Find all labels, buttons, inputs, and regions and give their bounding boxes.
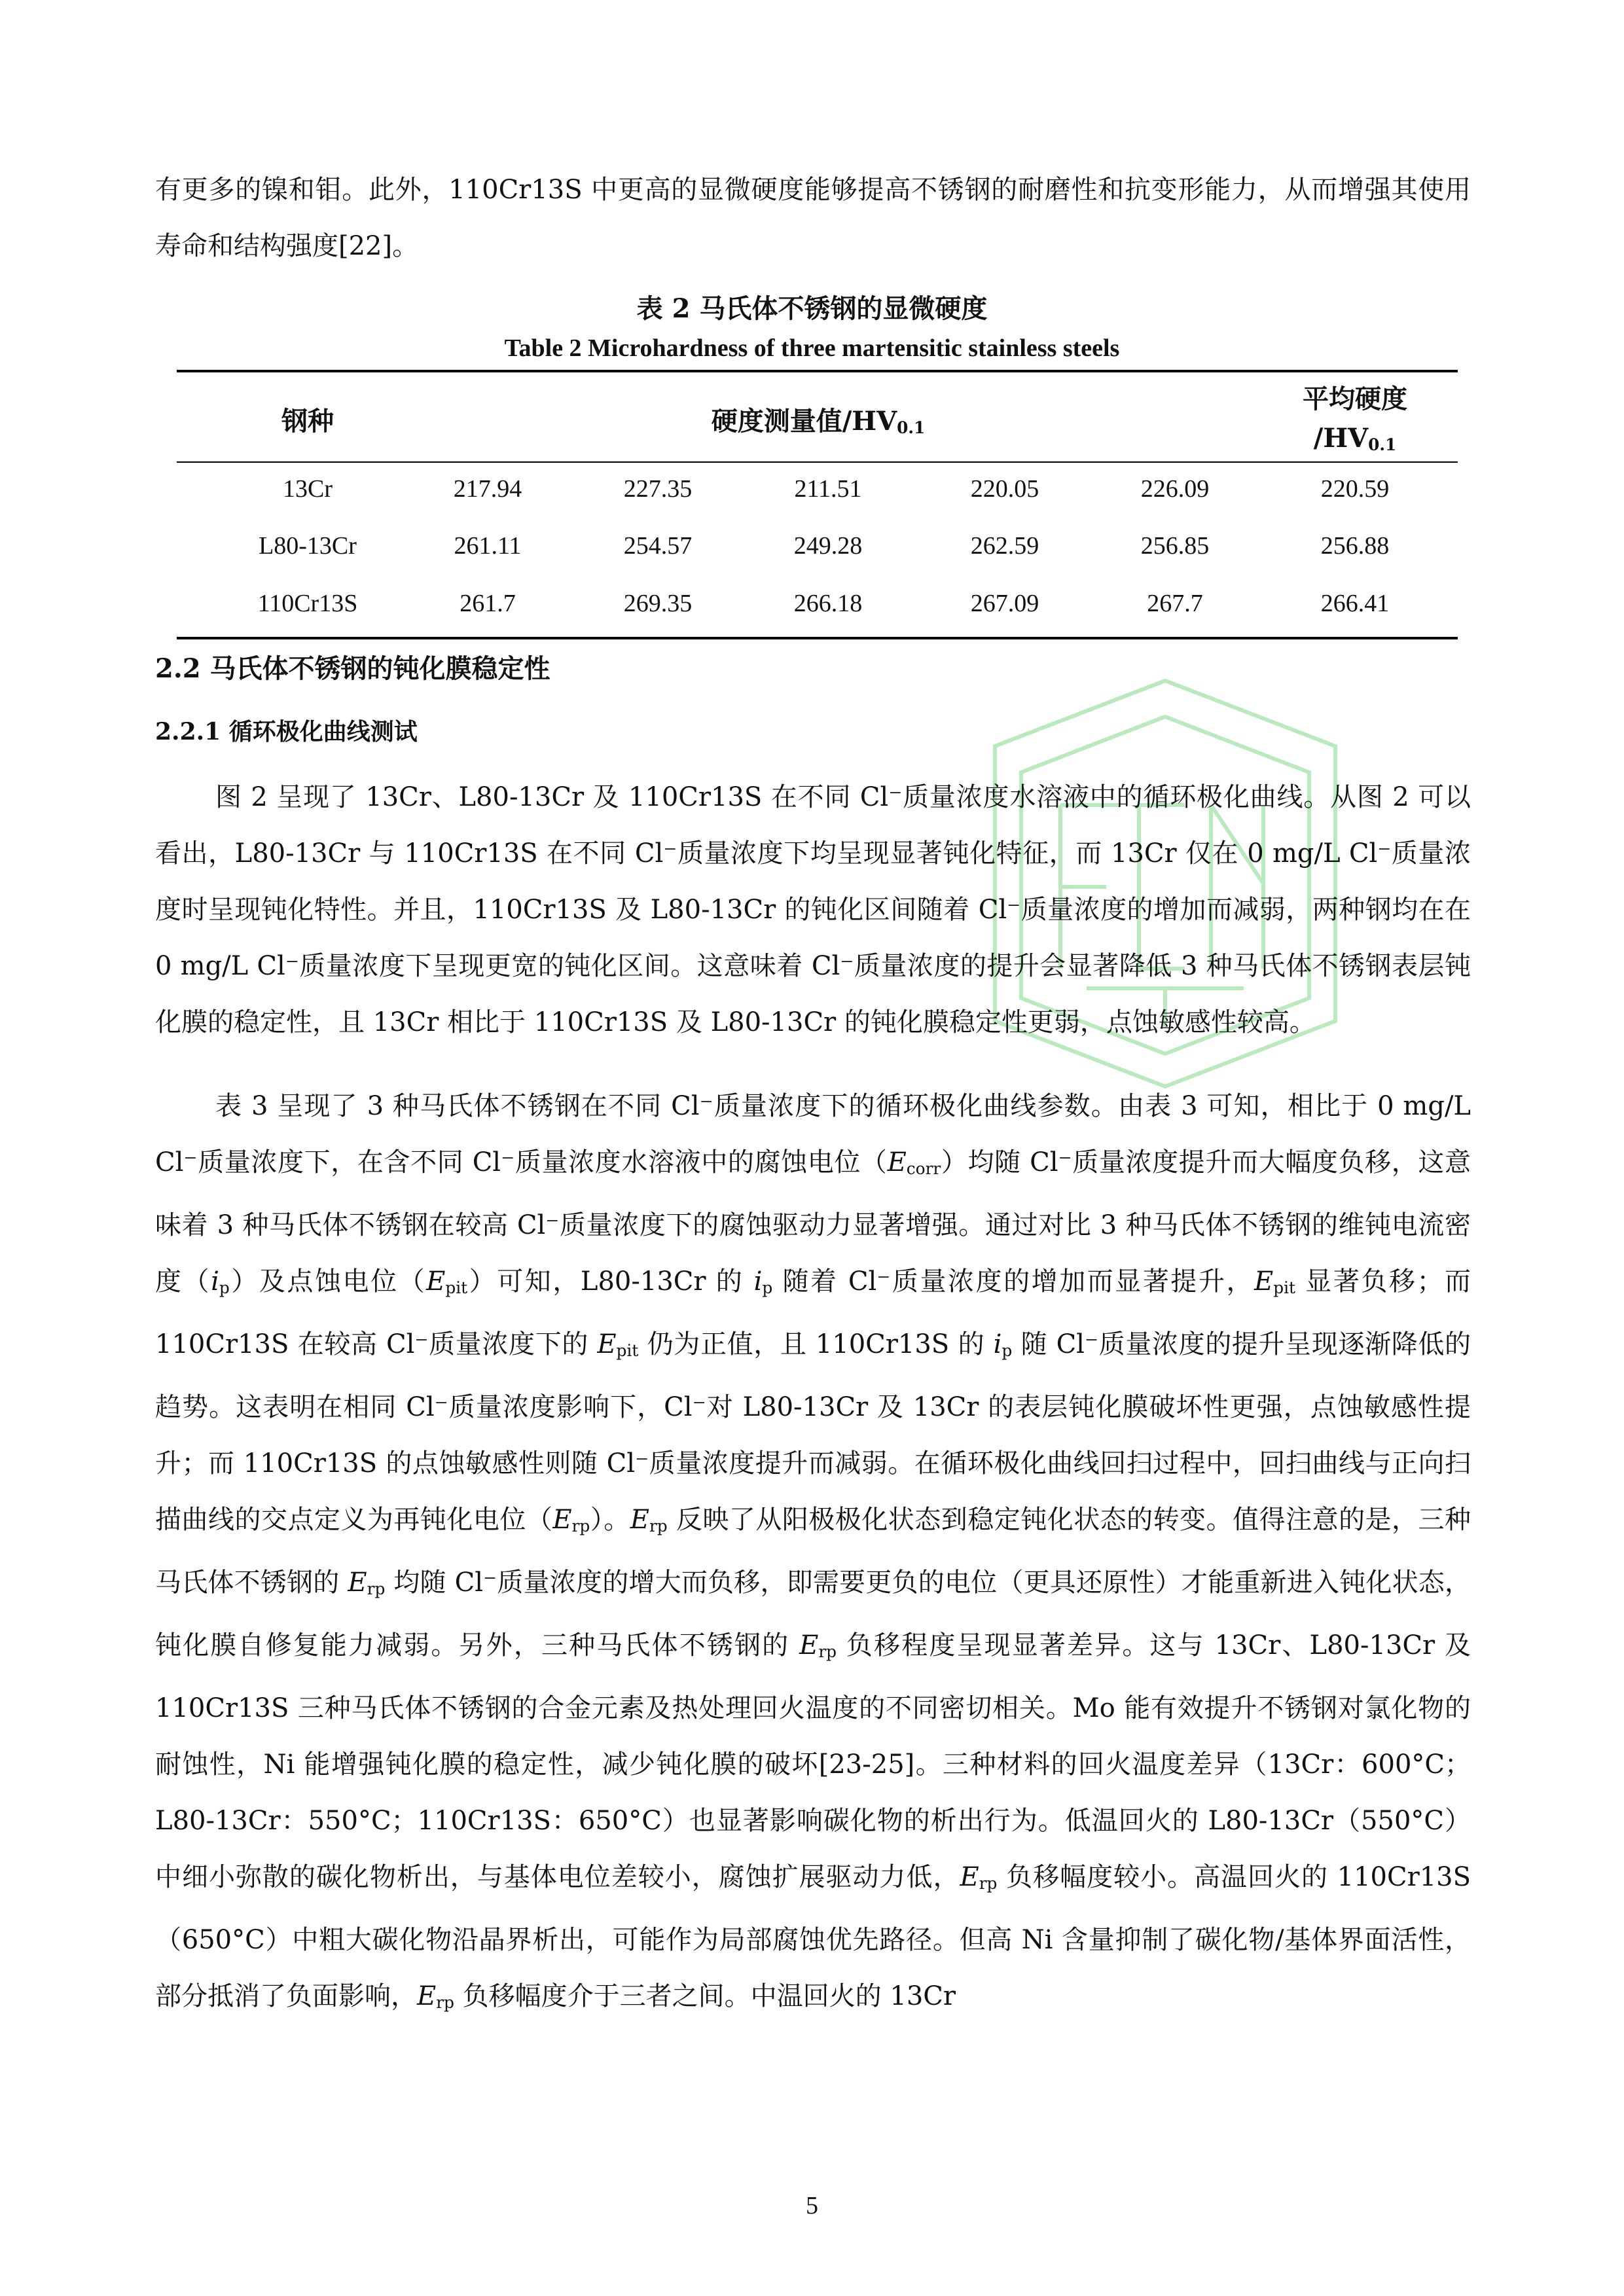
p2-text: ）及点蚀电位（ — [229, 1266, 427, 1297]
e-sub: corr — [906, 1158, 941, 1178]
table-cell-value: 269.35 — [623, 590, 693, 617]
i-sub: p — [762, 1278, 773, 1297]
e-symbol: E — [630, 1504, 649, 1535]
i-symbol: i — [211, 1266, 219, 1297]
header-hardness-measurements — [655, 401, 982, 438]
table-cell-average: 256.88 — [1320, 532, 1390, 560]
table-cell-value: 266.18 — [793, 590, 863, 617]
table-cell-value: 261.7 — [460, 590, 516, 617]
table-caption-cn: 表 2 马氏体不锈钢的显微硬度 — [636, 293, 988, 324]
table-cell-steel: L80-13Cr — [259, 532, 357, 560]
p2-text: 表 3 呈现了 3 种马氏体不锈钢在不同 Cl⁻质量浓度下的循环极化曲线参数。由表 3 可知，相比于 0 mg/L Cl⁻质量浓度下，在含不同 Cl⁻质量浓度水溶液中的腐蚀电位（ — [155, 1091, 1471, 1177]
page-number: 5 — [806, 2192, 818, 2219]
i-symbol: i — [993, 1329, 1002, 1359]
header-measure-sub: 0.1 — [897, 418, 926, 437]
p2-text: 负移程度呈现显著差异。这与 13Cr、L80-13Cr 及 110Cr13S 三种马氏体不锈钢的合金元素及热处理回火温度的不同密切相关。Mo 能有效提升不锈钢对氯化物的耐蚀性，Ni 能增强钝化膜的稳定性，减少钝化膜的破坏[23-25]。三种材料的回火温度差异（13Cr：600°C；L80-13Cr：550°C；110Cr13S：650°C）也显著影响碳化物的析出行为。低温回火的 L80-13Cr（550°C）中细小弥散的碳化物析出，与基体电位差较小，腐蚀扩展驱动力低， — [155, 1630, 1471, 1892]
table-header-rule — [177, 461, 1458, 463]
table-bottom-rule — [177, 637, 1458, 639]
table-cell-value: 254.57 — [623, 532, 693, 560]
table-cell-steel: 110Cr13S — [257, 590, 358, 617]
header-avg-label: /HV — [1313, 423, 1369, 454]
intro-paragraph — [155, 162, 1471, 274]
paragraph-2 — [155, 1078, 1471, 2031]
table-cell-value: 267.7 — [1147, 590, 1203, 617]
e-symbol: E — [1254, 1266, 1274, 1297]
header-avg-sub: 0.1 — [1368, 435, 1397, 454]
p2-text: ）可知，L80-13Cr 的 — [467, 1266, 754, 1297]
header-average-line2 — [1270, 423, 1440, 454]
paragraph-1-text: 图 2 呈现了 13Cr、L80-13Cr 及 110Cr13S 在不同 Cl⁻质量浓度水溶液中的循环极化曲线。从图 2 可以看出，L80-13Cr 与 110Cr13S 在不同 Cl⁻质量浓度下均呈现显著钝化特征，而 13Cr 仅在 0 mg/L Cl⁻质量浓度时呈现钝化特性。并且，110Cr13S 及 L80-13Cr 的钝化区间随着 Cl⁻质量浓度的增加而减弱，两种钢均在在 0 mg/L Cl⁻质量浓度下呈现更宽的钝化区间。这意味着 Cl⁻质量浓度的提升会显著降低 3 种马氏体不锈钢表层钝化膜的稳定性，且 13Cr 相比于 110Cr13S 及 L80-13Cr 的钝化膜稳定性更弱，点蚀敏感性较高。 — [155, 782, 1471, 1037]
e-symbol: E — [348, 1567, 367, 1598]
table-cell-value: 217.94 — [453, 475, 522, 503]
e-sub: rp — [436, 1992, 454, 2012]
i-symbol: i — [753, 1266, 763, 1297]
subsection-heading: 2.2.1 循环极化曲线测试 — [155, 718, 418, 745]
e-sub: rp — [818, 1641, 837, 1661]
p2-text: ）均随 Cl⁻质量浓度提升而大幅度负移，这意味着 3 种马氏体不锈钢在较高 Cl⁻质量浓度下的腐蚀驱动力显著增强。通过对比 3 种马氏体不锈钢的维钝电流密度（ — [155, 1147, 1471, 1297]
e-symbol: E — [552, 1504, 572, 1535]
table-cell-steel: 13Cr — [283, 475, 333, 503]
table-cell-average: 220.59 — [1320, 475, 1390, 503]
table-cell-value: 267.09 — [970, 590, 1039, 617]
section-heading: 2.2 马氏体不锈钢的钝化膜稳定性 — [155, 653, 550, 684]
p2-text: 仍为正值，且 110Cr13S 的 — [638, 1329, 994, 1359]
e-symbol: E — [960, 1861, 979, 1892]
p2-text: 随 Cl⁻质量浓度的提升呈现逐渐降低的趋势。这表明在相同 Cl⁻质量浓度影响下，Cl⁻对 L80-13Cr 及 13Cr 的表层钝化膜破坏性更强，点蚀敏感性提升；而 110Cr13S 的点蚀敏感性则随 Cl⁻质量浓度提升而减弱。在循环极化曲线回扫过程中，回扫曲线与正向扫描曲线的交点定义为再钝化电位（ — [155, 1329, 1471, 1535]
p2-text: 负移幅度介于三者之间。中温回火的 13Cr — [454, 1981, 956, 2011]
p2-text: 反映了从阳极极化状态到稳定钝化状态的转变。值得注意的是，三种马氏体不锈钢的 — [155, 1504, 1471, 1598]
table-caption-en: Table 2 Microhardness of three martensitic stainless steels — [504, 334, 1120, 362]
table-cell-value: 220.05 — [970, 475, 1039, 503]
table-cell-value: 227.35 — [623, 475, 693, 503]
e-symbol: E — [417, 1981, 437, 2011]
e-symbol: E — [426, 1266, 446, 1297]
e-symbol: E — [887, 1147, 907, 1177]
e-sub: pit — [1273, 1278, 1296, 1297]
p2-text: ）。 — [590, 1504, 630, 1535]
i-sub: p — [1001, 1340, 1013, 1360]
table-cell-average: 266.41 — [1320, 590, 1390, 617]
e-sub: pit — [445, 1278, 468, 1297]
table-cell-value: 261.11 — [454, 532, 522, 560]
p2-text: 均随 Cl⁻质量浓度的增大而负移，即需要更负的电位（更具还原性）才能重新进入钝化状态，钝化膜自修复能力减弱。另外，三种马氏体不锈钢的 — [155, 1567, 1471, 1660]
table-cell-value: 262.59 — [970, 532, 1039, 560]
table-cell-value: 211.51 — [794, 475, 862, 503]
table-cell-value: 226.09 — [1140, 475, 1210, 503]
header-measure-label: 硬度测量值/HV — [711, 406, 897, 437]
e-symbol: E — [597, 1329, 617, 1359]
p2-text: 负移幅度较小。高温回火的 110Cr13S（650°C）中粗大碳化物沿晶界析出，可能作为局部腐蚀优先路径。但高 Ni 含量抑制了碳化物/基体界面活性，部分抵消了负面影响， — [155, 1861, 1471, 2011]
e-sub: rp — [979, 1873, 998, 1893]
e-sub: rp — [367, 1579, 386, 1598]
table-top-rule — [177, 370, 1458, 372]
p2-text: 显著负移；而 110Cr13S 在较高 Cl⁻质量浓度下的 — [155, 1266, 1471, 1359]
header-steel-type: 钢种 — [281, 406, 334, 437]
header-average-line1: 平均硬度 — [1303, 384, 1407, 414]
i-sub: p — [219, 1278, 230, 1297]
e-sub: pit — [616, 1340, 639, 1360]
paragraph-1 — [155, 769, 1471, 1050]
p2-text: 随着 Cl⁻质量浓度的增加而显著提升， — [772, 1266, 1255, 1297]
table-cell-value: 249.28 — [793, 532, 863, 560]
e-sub: rp — [571, 1516, 590, 1535]
e-symbol: E — [799, 1630, 819, 1660]
intro-text: 有更多的镍和钼。此外，110Cr13S 中更高的显微硬度能够提高不锈钢的耐磨性和抗变形能力，从而增强其使用寿命和结构强度[22]。 — [155, 175, 1471, 261]
e-sub: rp — [649, 1516, 668, 1535]
table-cell-value: 256.85 — [1140, 532, 1210, 560]
